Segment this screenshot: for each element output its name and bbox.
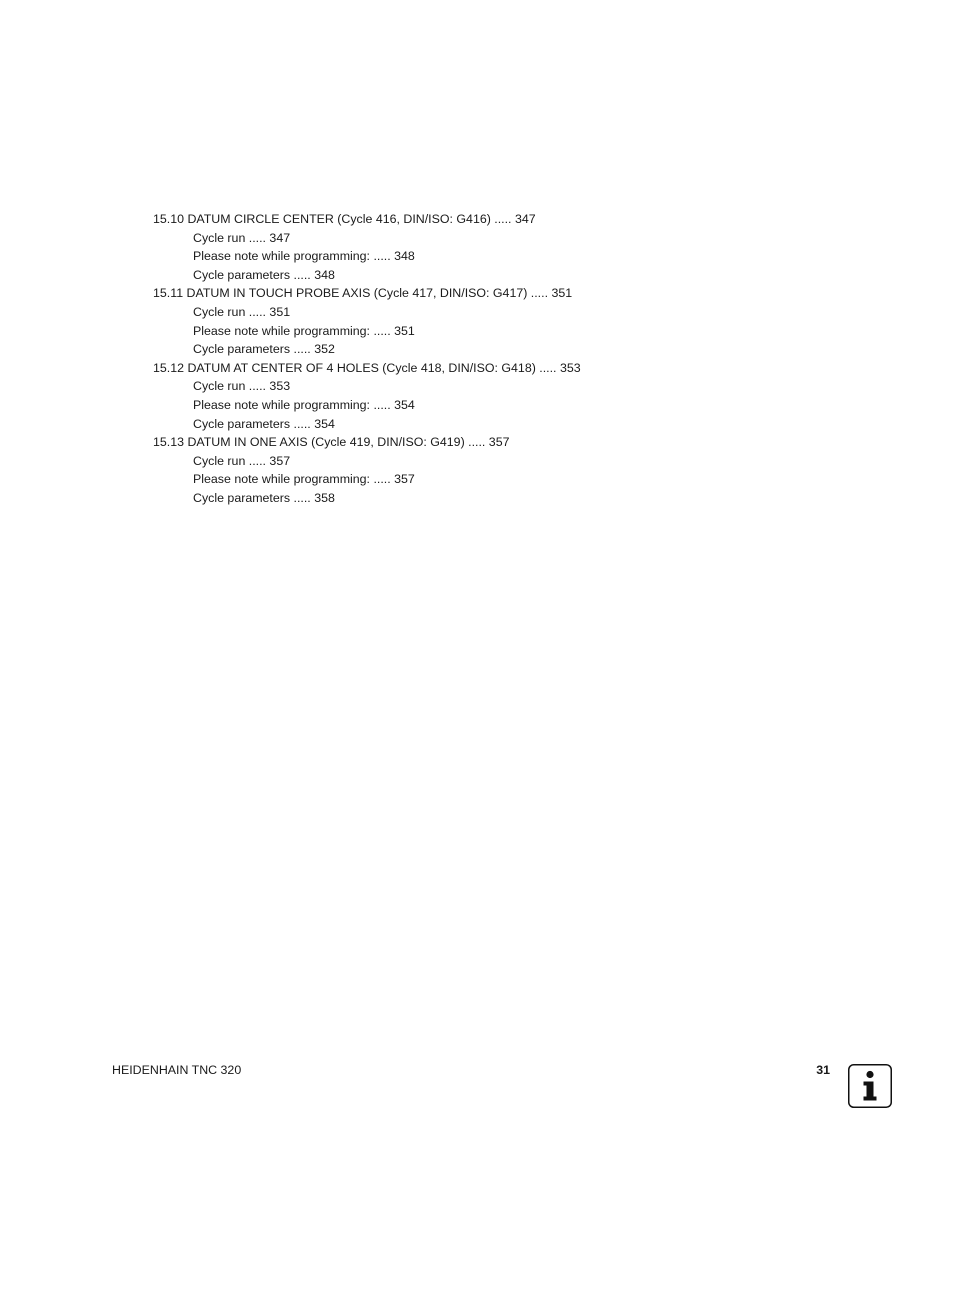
toc-entry[interactable]: Cycle parameters ..... 358: [193, 490, 335, 505]
toc-section: [153, 359, 793, 433]
toc-section-title[interactable]: 15.11 DATUM IN TOUCH PROBE AXIS (Cycle 417, DIN/ISO: G417) ..... 351: [153, 286, 573, 301]
footer-title: HEIDENHAIN TNC 320: [112, 1063, 242, 1077]
toc-entry[interactable]: Cycle parameters ..... 348: [193, 267, 335, 282]
toc-section: [153, 284, 793, 358]
toc-entry[interactable]: Please note while programming: ..... 351: [193, 323, 415, 338]
toc-entry[interactable]: Cycle run ..... 351: [193, 304, 291, 319]
toc-section: [153, 210, 793, 284]
page-number: 31: [816, 1063, 830, 1077]
toc-entry[interactable]: Please note while programming: ..... 348: [193, 249, 415, 264]
toc-section-title[interactable]: 15.10 DATUM CIRCLE CENTER (Cycle 416, DIN/ISO: G416) ..... 347: [153, 212, 536, 226]
toc-entry[interactable]: Please note while programming: ..... 357: [193, 472, 415, 487]
toc-entry[interactable]: Cycle run ..... 357: [193, 453, 291, 468]
toc-entry[interactable]: Cycle parameters ..... 354: [193, 416, 335, 431]
toc-entry[interactable]: Cycle run ..... 353: [193, 379, 291, 394]
toc-entry[interactable]: Cycle parameters ..... 352: [193, 342, 335, 357]
toc-section-title[interactable]: 15.12 DATUM AT CENTER OF 4 HOLES (Cycle 418, DIN/ISO: G418) ..... 353: [153, 360, 581, 375]
toc-section: [153, 433, 793, 507]
toc-entry[interactable]: Please note while programming: ..... 354: [193, 397, 415, 412]
toc-section-title[interactable]: 15.13 DATUM IN ONE AXIS (Cycle 419, DIN/ISO: G419) ..... 357: [153, 435, 510, 450]
table-of-contents: [153, 210, 793, 508]
info-icon: [848, 1064, 892, 1108]
toc-entry[interactable]: Cycle run ..... 347: [193, 230, 291, 245]
